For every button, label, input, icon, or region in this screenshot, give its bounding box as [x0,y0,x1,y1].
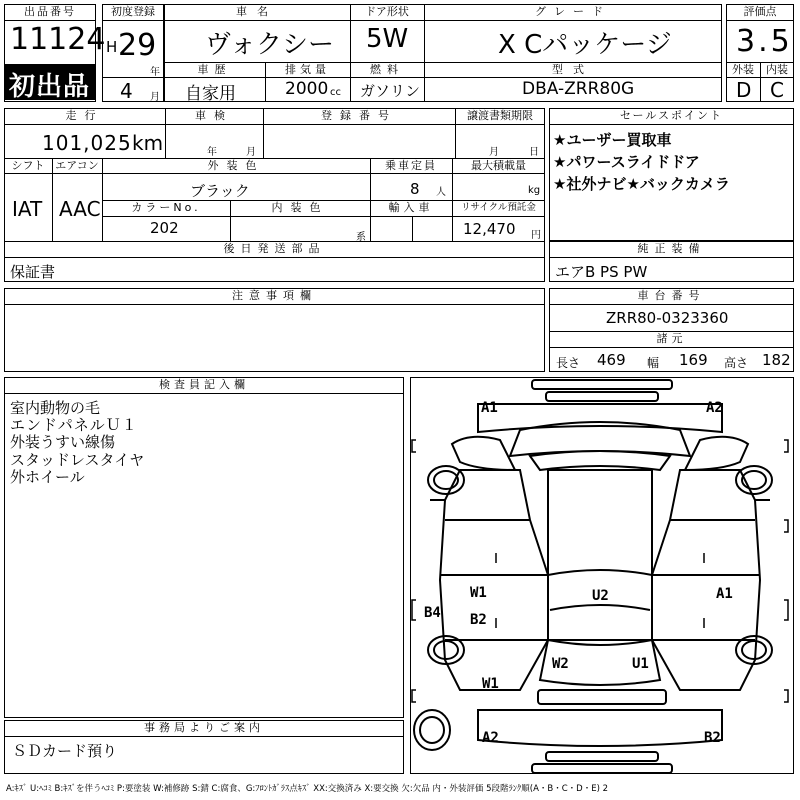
door-type-label: ドア形状 [365,5,409,18]
damage-rear-bumper-left: A2 [482,730,499,746]
height-label: 高さ [724,356,749,370]
history-label: 車歴 [197,63,232,76]
first-registration-month: 4 [120,79,133,103]
damage-rear-right: U1 [632,656,649,672]
color-no-label: カラーNo. [131,201,201,214]
fuel-label: 燃料 [370,63,404,76]
length-label: 長さ [556,356,581,370]
exterior-color: ブラック [190,182,250,200]
inspection-year-unit: 年 [207,147,217,158]
mileage-unit: km [132,131,164,155]
inspector-note-3: 外装うすい線傷 [10,433,116,451]
displacement: 2000 [285,79,329,99]
aircon: AAC [59,197,101,221]
height: 182 [762,351,791,369]
width-label: 幅 [647,356,660,370]
interior-label: 内装 [766,63,788,76]
month-unit: 月 [150,92,160,103]
sales-point-3: ★社外ナビ★バックカメラ [553,175,730,193]
damage-roof: U2 [592,588,609,604]
max-load-unit: kg [528,185,541,196]
damage-left-door: W1 [470,585,487,601]
office-notice: ＳＤカード預り [12,742,118,760]
specs-label: 諸元 [656,332,687,345]
damage-rear-left: W1 [482,676,499,692]
grade: X Cパッケージ [498,30,672,60]
damage-legend: A:ｷｽﾞ U:ﾍｺﾐ B:ｷｽﾞを伴うﾍｺﾐ P:要塗装 W:補修跡 S:錆 C:腐食、G:ﾌﾛﾝﾄｶﾞﾗｽ点ｷｽﾞ XX:交換済み X:要交換 欠:欠品 内・外装評価 5段階ﾗﾝｸ順(A・B・C・D・E) 2 [6,784,609,794]
max-load-label: 最大積載量 [471,159,526,172]
inspector-note-1: 室内動物の毛 [10,399,101,417]
damage-front-left: A1 [481,400,498,416]
damage-right-side: A1 [716,586,733,602]
history: 自家用 [185,84,236,104]
capacity-unit: 人 [436,187,446,198]
car-name-label: 車名 [236,5,278,18]
exterior-score: D [736,78,752,102]
year-unit: 年 [150,67,160,78]
first-registration-year: 29 [118,28,157,63]
recycle-fee: 12,470 [463,220,516,238]
damage-front-right: A2 [706,400,723,416]
wheels [414,466,772,750]
equipment: エアB PS PW [555,263,648,281]
shift-label: シフト [11,159,45,172]
sales-point-1: ★ユーザー買取車 [553,131,672,149]
equipment-label: 純正装備 [637,242,706,255]
office-notice-label: 事務局よりご案内 [144,721,264,734]
recycle-label: リサイクル預託金 [461,202,536,213]
score-label: 評価点 [743,5,777,18]
transfer-month-unit: 月 [489,147,499,158]
sales-point-2: ★パワースライドドア [553,153,700,171]
interior-score: C [770,78,784,102]
chassis-number: ZRR80-0323360 [606,309,729,327]
lot-number-label: 出品番号 [24,5,76,18]
inspector-note-5: 外ホイール [10,468,85,486]
first-registration-label: 初度登録 [111,5,155,18]
car-outline [430,380,770,773]
lot-number: 11124 [10,22,106,57]
later-parts: 保証書 [10,263,56,281]
car-damage-diagram [410,377,794,774]
exterior-color-label: 外装色 [207,159,265,172]
later-parts-label: 後日発送部品 [223,242,326,255]
width: 169 [679,351,708,369]
car-name: ヴォクシー [205,30,334,60]
inspector-note-2: エンドパネルＵ１ [10,416,138,434]
damage-left-lower: B2 [470,612,487,628]
transfer-day-unit: 日 [529,147,539,158]
inspector-note-4: スタッドレスタイヤ [10,451,145,469]
mileage: 101,025 [42,131,132,155]
model-code: DBA-ZRR80G [522,79,635,99]
registration-number-label: 登録番号 [321,109,397,122]
capacity: 8 [410,180,420,198]
damage-rear-left-pillar: W2 [552,656,569,672]
inspector-notes-label: 検査員記入欄 [159,378,249,391]
shift: IAT [12,197,43,221]
length: 469 [597,351,626,369]
damage-rear-bumper-right: B2 [704,730,721,746]
mileage-label: 走行 [65,109,104,122]
capacity-label: 乗車定員 [385,159,437,172]
damage-left-side: B4 [424,605,441,621]
import-label: 輸入車 [388,201,434,214]
sales-points-label: セールスポイント [619,109,723,122]
transfer-deadline-label: 譲渡書類期限 [467,109,533,122]
color-no: 202 [150,219,179,237]
overall-score: 3.5 [736,24,793,59]
aircon-label: エアコン [55,159,99,172]
era-prefix: H [106,38,118,56]
fuel: ガソリン [360,82,421,100]
door-type: 5W [366,24,409,54]
interior-color-label: 内装色 [271,201,329,214]
chassis-number-label: 車台番号 [637,289,706,302]
displacement-unit: cc [330,87,341,98]
model-label: 型式 [552,63,594,76]
inspection-label: 車検 [195,109,233,122]
exterior-label: 外装 [732,63,754,76]
first-listing-badge-text: 初出品 [9,72,91,102]
grade-label: グレード [535,5,611,18]
inspection-month-unit: 月 [246,147,256,158]
interior-color-suffix: 系 [356,232,366,243]
displacement-label: 排気量 [285,63,330,76]
notes-label: 注意事項欄 [232,289,317,302]
recycle-unit: 円 [531,230,541,241]
